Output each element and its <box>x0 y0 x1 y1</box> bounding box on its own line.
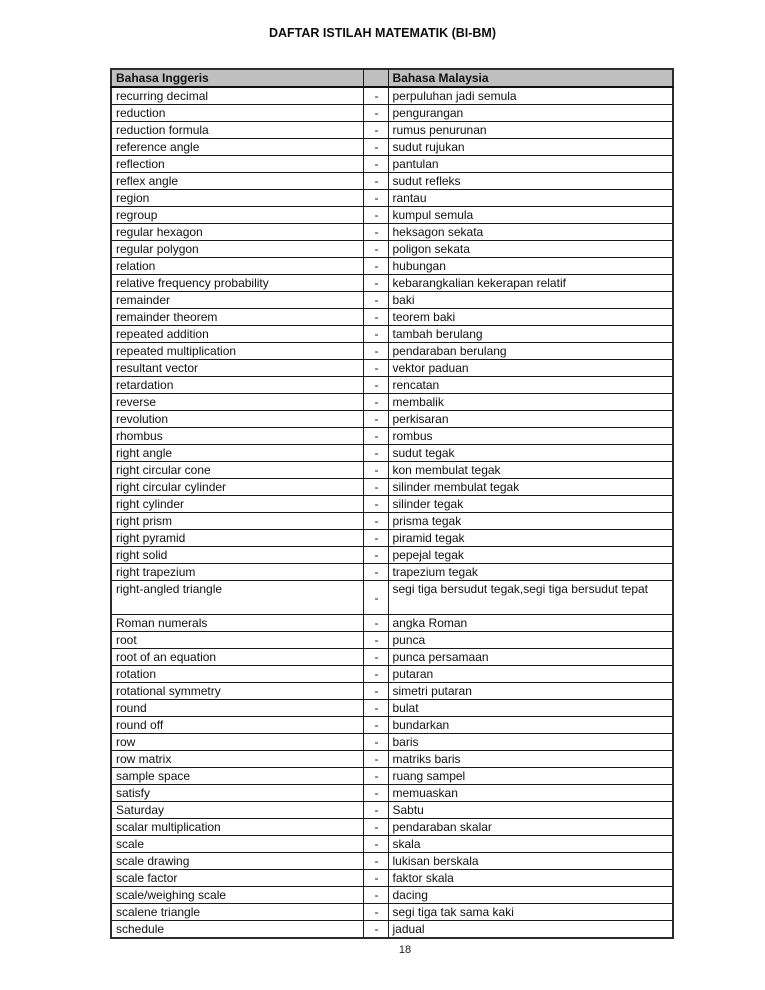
table-row <box>111 173 673 190</box>
malay-term: sudut tegak <box>388 445 673 462</box>
separator-dash: - <box>363 785 388 802</box>
table-row <box>111 275 673 292</box>
english-term: right cylinder <box>111 496 363 513</box>
english-term: Roman numerals <box>111 615 363 632</box>
english-term: right solid <box>111 547 363 564</box>
table-row <box>111 632 673 649</box>
malay-term: skala <box>388 836 673 853</box>
english-term: reflection <box>111 156 363 173</box>
english-term: resultant vector <box>111 360 363 377</box>
malay-term: segi tiga bersudut tegak,segi tiga bersudut tepat <box>388 581 673 615</box>
malay-term: sudut rujukan <box>388 139 673 156</box>
separator-dash: - <box>363 649 388 666</box>
malay-term: perkisaran <box>388 411 673 428</box>
table-row <box>111 870 673 887</box>
malay-term: pantulan <box>388 156 673 173</box>
malay-term: silinder membulat tegak <box>388 479 673 496</box>
malay-term: kumpul semula <box>388 207 673 224</box>
malay-term: pepejal tegak <box>388 547 673 564</box>
table-row <box>111 513 673 530</box>
separator-dash: - <box>363 921 388 939</box>
table-row <box>111 207 673 224</box>
separator-dash: - <box>363 564 388 581</box>
separator-dash: - <box>363 632 388 649</box>
separator-dash: - <box>363 904 388 921</box>
malay-term: punca persamaan <box>388 649 673 666</box>
separator-dash: - <box>363 734 388 751</box>
english-term: right pyramid <box>111 530 363 547</box>
separator-dash: - <box>363 428 388 445</box>
separator-dash: - <box>363 700 388 717</box>
malay-term: segi tiga tak sama kaki <box>388 904 673 921</box>
table-row <box>111 581 673 615</box>
english-term: round <box>111 700 363 717</box>
english-term: recurring decimal <box>111 87 363 105</box>
malay-term: trapezium tegak <box>388 564 673 581</box>
english-term: scalar multiplication <box>111 819 363 836</box>
table-row <box>111 717 673 734</box>
table-row <box>111 649 673 666</box>
separator-dash: - <box>363 156 388 173</box>
table-row <box>111 768 673 785</box>
malay-term: matriks baris <box>388 751 673 768</box>
table-row <box>111 462 673 479</box>
english-term: repeated addition <box>111 326 363 343</box>
malay-term: membalik <box>388 394 673 411</box>
separator-dash: - <box>363 462 388 479</box>
separator-dash: - <box>363 87 388 105</box>
separator-dash: - <box>363 853 388 870</box>
english-term: regroup <box>111 207 363 224</box>
english-term: scale <box>111 836 363 853</box>
separator-dash: - <box>363 122 388 139</box>
english-term: relation <box>111 258 363 275</box>
english-term: schedule <box>111 921 363 939</box>
header-malay: Bahasa Malaysia <box>388 69 673 87</box>
malay-term: perpuluhan jadi semula <box>388 87 673 105</box>
table-row <box>111 853 673 870</box>
english-term: root <box>111 632 363 649</box>
separator-dash: - <box>363 207 388 224</box>
table-row <box>111 700 673 717</box>
glossary-table <box>110 68 674 939</box>
separator-dash: - <box>363 394 388 411</box>
table-row <box>111 785 673 802</box>
table-row <box>111 258 673 275</box>
separator-dash: - <box>363 377 388 394</box>
table-row <box>111 819 673 836</box>
table-row <box>111 360 673 377</box>
table-row <box>111 751 673 768</box>
malay-term: kon membulat tegak <box>388 462 673 479</box>
table-row <box>111 428 673 445</box>
malay-term: pendaraban berulang <box>388 343 673 360</box>
malay-term: jadual <box>388 921 673 939</box>
separator-dash: - <box>363 190 388 207</box>
malay-term: punca <box>388 632 673 649</box>
malay-term: heksagon sekata <box>388 224 673 241</box>
separator-dash: - <box>363 768 388 785</box>
table-row <box>111 241 673 258</box>
separator-dash: - <box>363 309 388 326</box>
malay-term: hubungan <box>388 258 673 275</box>
english-term: repeated multiplication <box>111 343 363 360</box>
table-row <box>111 224 673 241</box>
english-term: reference angle <box>111 139 363 156</box>
header-row <box>111 69 673 87</box>
malay-term: lukisan berskala <box>388 853 673 870</box>
malay-term: tambah berulang <box>388 326 673 343</box>
malay-term: pengurangan <box>388 105 673 122</box>
english-term: right angle <box>111 445 363 462</box>
english-term: regular hexagon <box>111 224 363 241</box>
english-term: row matrix <box>111 751 363 768</box>
english-term: right trapezium <box>111 564 363 581</box>
table-row <box>111 547 673 564</box>
separator-dash: - <box>363 292 388 309</box>
malay-term: baki <box>388 292 673 309</box>
separator-dash: - <box>363 343 388 360</box>
english-term: root of an equation <box>111 649 363 666</box>
english-term: right circular cylinder <box>111 479 363 496</box>
english-term: scalene triangle <box>111 904 363 921</box>
english-term: reduction formula <box>111 122 363 139</box>
table-row <box>111 666 673 683</box>
malay-term: faktor skala <box>388 870 673 887</box>
separator-dash: - <box>363 326 388 343</box>
english-term: reduction <box>111 105 363 122</box>
english-term: right circular cone <box>111 462 363 479</box>
english-term: retardation <box>111 377 363 394</box>
table-row <box>111 105 673 122</box>
malay-term: baris <box>388 734 673 751</box>
malay-term: ruang sampel <box>388 768 673 785</box>
english-term: satisfy <box>111 785 363 802</box>
separator-dash: - <box>363 139 388 156</box>
english-term: scale factor <box>111 870 363 887</box>
separator-dash: - <box>363 887 388 904</box>
malay-term: kebarangkalian kekerapan relatif <box>388 275 673 292</box>
separator-dash: - <box>363 717 388 734</box>
malay-term: bundarkan <box>388 717 673 734</box>
english-term: right prism <box>111 513 363 530</box>
separator-dash: - <box>363 360 388 377</box>
separator-dash: - <box>363 870 388 887</box>
english-term: region <box>111 190 363 207</box>
malay-term: dacing <box>388 887 673 904</box>
malay-term: rencatan <box>388 377 673 394</box>
table-row <box>111 921 673 939</box>
english-term: rhombus <box>111 428 363 445</box>
english-term: scale/weighing scale <box>111 887 363 904</box>
english-term: revolution <box>111 411 363 428</box>
malay-term: silinder tegak <box>388 496 673 513</box>
malay-term: piramid tegak <box>388 530 673 547</box>
table-row <box>111 445 673 462</box>
malay-term: vektor paduan <box>388 360 673 377</box>
table-row <box>111 530 673 547</box>
english-term: rotation <box>111 666 363 683</box>
malay-term: rumus penurunan <box>388 122 673 139</box>
table-row <box>111 496 673 513</box>
malay-term: teorem baki <box>388 309 673 326</box>
english-term: scale drawing <box>111 853 363 870</box>
table-row <box>111 377 673 394</box>
malay-term: rombus <box>388 428 673 445</box>
separator-dash: - <box>363 581 388 615</box>
table-row <box>111 292 673 309</box>
table-row <box>111 326 673 343</box>
malay-term: bulat <box>388 700 673 717</box>
table-row <box>111 836 673 853</box>
table-row <box>111 394 673 411</box>
separator-dash: - <box>363 683 388 700</box>
separator-dash: - <box>363 479 388 496</box>
english-term: sample space <box>111 768 363 785</box>
page-number: 18 <box>398 944 412 956</box>
separator-dash: - <box>363 105 388 122</box>
english-term: remainder <box>111 292 363 309</box>
separator-dash: - <box>363 496 388 513</box>
table-row <box>111 87 673 105</box>
table-row <box>111 904 673 921</box>
separator-dash: - <box>363 615 388 632</box>
separator-dash: - <box>363 224 388 241</box>
table-row <box>111 139 673 156</box>
separator-dash: - <box>363 751 388 768</box>
table-row <box>111 190 673 207</box>
malay-term: prisma tegak <box>388 513 673 530</box>
separator-dash: - <box>363 547 388 564</box>
table-row <box>111 343 673 360</box>
table-row <box>111 411 673 428</box>
malay-term: simetri putaran <box>388 683 673 700</box>
english-term: regular polygon <box>111 241 363 258</box>
separator-dash: - <box>363 836 388 853</box>
separator-dash: - <box>363 445 388 462</box>
separator-dash: - <box>363 173 388 190</box>
table-row <box>111 122 673 139</box>
page-title: DAFTAR ISTILAH MATEMATIK (BI-BM) <box>268 26 497 40</box>
malay-term: putaran <box>388 666 673 683</box>
malay-term: memuaskan <box>388 785 673 802</box>
table-row <box>111 309 673 326</box>
english-term: reverse <box>111 394 363 411</box>
table-body <box>111 87 673 938</box>
separator-dash: - <box>363 802 388 819</box>
malay-term: pendaraban skalar <box>388 819 673 836</box>
table-row <box>111 734 673 751</box>
malay-term: poligon sekata <box>388 241 673 258</box>
english-term: Saturday <box>111 802 363 819</box>
malay-term: sudut refleks <box>388 173 673 190</box>
separator-dash: - <box>363 258 388 275</box>
table-row <box>111 564 673 581</box>
separator-dash: - <box>363 666 388 683</box>
header-english: Bahasa Inggeris <box>111 69 363 87</box>
separator-dash: - <box>363 411 388 428</box>
separator-dash: - <box>363 275 388 292</box>
malay-term: Sabtu <box>388 802 673 819</box>
table-row <box>111 683 673 700</box>
separator-dash: - <box>363 241 388 258</box>
table-row <box>111 615 673 632</box>
separator-dash: - <box>363 530 388 547</box>
english-term: right-angled triangle <box>111 581 363 615</box>
table-row <box>111 479 673 496</box>
header-separator <box>363 69 388 87</box>
english-term: remainder theorem <box>111 309 363 326</box>
english-term: relative frequency probability <box>111 275 363 292</box>
table-row <box>111 156 673 173</box>
english-term: reflex angle <box>111 173 363 190</box>
table-row <box>111 802 673 819</box>
malay-term: rantau <box>388 190 673 207</box>
english-term: row <box>111 734 363 751</box>
english-term: rotational symmetry <box>111 683 363 700</box>
malay-term: angka Roman <box>388 615 673 632</box>
english-term: round off <box>111 717 363 734</box>
separator-dash: - <box>363 819 388 836</box>
table-row <box>111 887 673 904</box>
separator-dash: - <box>363 513 388 530</box>
